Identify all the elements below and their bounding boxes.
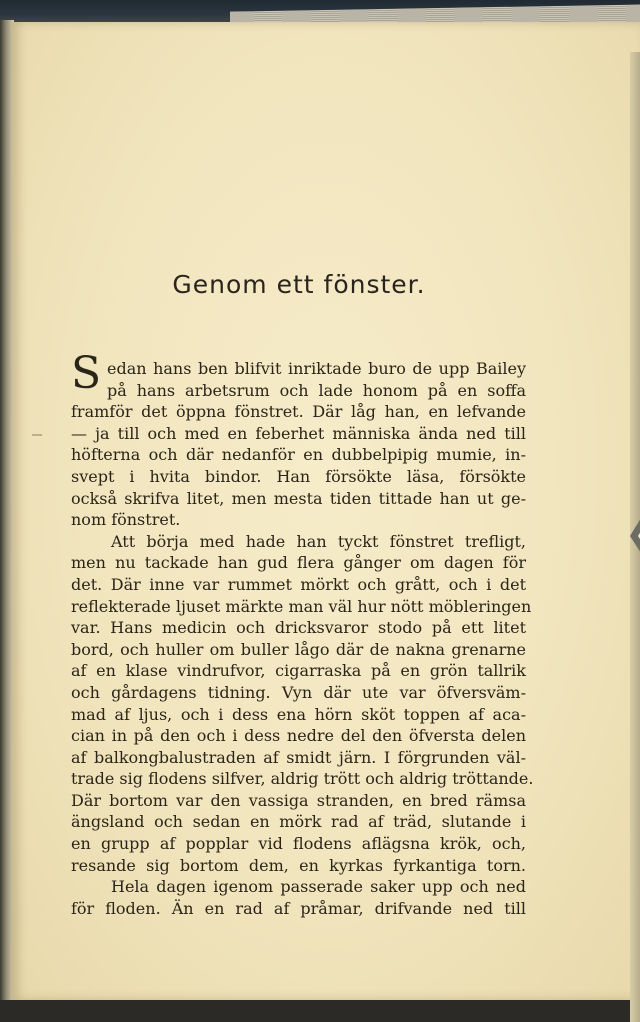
text-line: svept i hvita bindor. Han försökte läsa, försökte xyxy=(71,466,526,486)
text-line: nom fönstret. xyxy=(71,510,181,530)
text-line: trade sig flodens silfver, aldrig trött och aldrig tröttande. xyxy=(71,769,534,789)
text-line: edan hans ben blifvit inriktade buro de upp Bailey xyxy=(107,359,526,378)
text-line: reflekterade ljuset märkte man väl hur nött möbleringen xyxy=(71,596,532,616)
text-line: ängsland och sedan en mörk rad af träd, slutande i xyxy=(71,812,526,832)
text-line: det. Där inne var rummet mörkt och grått, och i det xyxy=(71,574,526,594)
text-line: på hans arbetsrum och lade honom på en soffa xyxy=(107,380,526,400)
text-line: Där bortom var den vassiga stranden, en bred rämsa xyxy=(71,790,526,810)
text-line: resande sig bortom dem, en kyrkas fyrkantiga torn. xyxy=(71,855,526,875)
book-page xyxy=(12,22,640,1000)
bookmark-tab-icon xyxy=(624,500,640,570)
text-line: cian in på den och i dess nedre del den öfversta delen xyxy=(71,726,526,746)
text-line: af balkongbalustraden af smidt järn. I förgrunden väl- xyxy=(71,747,526,767)
text-line: höfterna och där nedanför en dubbelpipig mumie, in- xyxy=(71,445,526,465)
text-line: och gårdagens tidning. Vyn där ute var öfversväm- xyxy=(71,682,526,702)
text-line: bord, och huller om buller lågo där de nakna grenarne xyxy=(71,639,526,659)
text-line: var. Hans medicin och dricksvaror stodo på ett litet xyxy=(71,618,526,638)
text-line: Att börja med hade han tyckt fönstret trefligt, xyxy=(111,531,526,551)
drop-cap: S xyxy=(71,348,102,399)
text-line: en grupp af popplar vid flodens aflägsna krök, och, xyxy=(71,834,526,854)
text-line: för floden. Än en rad af pråmar, drifvande ned till xyxy=(71,898,526,918)
body-text xyxy=(71,348,534,919)
text-line: framför det öppna fönstret. Där låg han, en lefvande xyxy=(71,402,526,422)
text-line: men nu tackade han gud flera gånger om dagen för xyxy=(71,553,526,573)
text-line: mad af ljus, och i dess ena hörn sköt toppen af aca- xyxy=(71,704,526,724)
text-line: af en klase vindrufvor, cigarraska på en grön tallrik xyxy=(71,661,526,681)
chapter-title: Genom ett fönster. xyxy=(172,270,426,299)
text-line: också skrifva litet, men mesta tiden tittade han ut ge- xyxy=(71,488,526,508)
paper-speck xyxy=(32,434,42,436)
text-line: Hela dagen igenom passerade saker upp och ned xyxy=(111,877,526,897)
text-line: — ja till och med en feberhet människa ända ned till xyxy=(71,423,526,443)
